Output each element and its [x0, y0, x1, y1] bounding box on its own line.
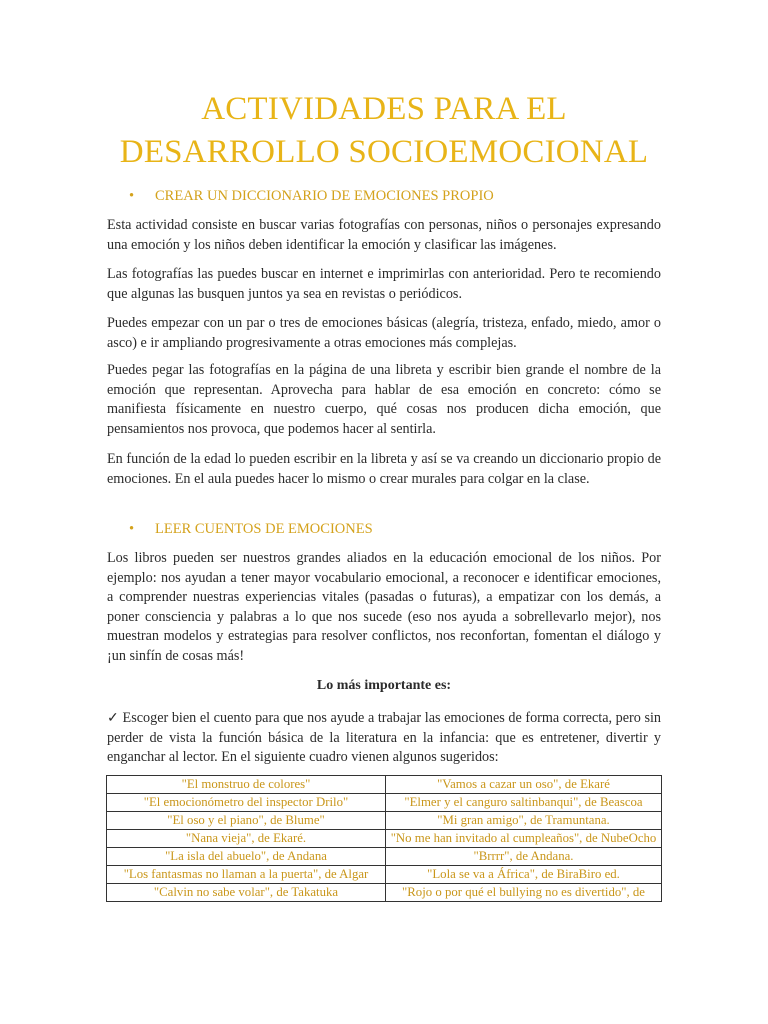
table-row: [107, 884, 662, 902]
section-heading: LEER CUENTOS DE EMOCIONES: [155, 521, 373, 537]
paragraph: Las fotografías las puedes buscar en internet e imprimirlas con anterioridad. Pero te recomiendo que algunas las busquen juntos ya sea en revistas o periódicos.: [107, 266, 661, 302]
paragraph: Puedes empezar con un par o tres de emociones básicas (alegría, tristeza, enfado, miedo, amor o asco) e ir ampliando progresivamente a otras emociones más complejas.: [107, 315, 661, 351]
table-row: [107, 848, 662, 866]
checkmark-paragraph: ✓ Escoger bien el cuento para que nos ayude a trabajar las emociones de forma correcta, pero sin perder de vista la función básica de la literatura en la infancia: que es entretener, divertir y enganchar al lector. En el siguiente cuadro vienen algunos sugeridos:: [107, 710, 661, 765]
page-title: [0, 88, 768, 174]
table-cell: "La isla del abuelo", de Andana: [107, 848, 386, 866]
paragraph: Los libros pueden ser nuestros grandes aliados en la educación emocional de los niños. Por ejemplo: nos ayudan a tener mayor vocabulario emocional, a reconocer e identificar emociones, a comprender nuestras experiencias vitales (pasadas o futuras), a empatizar con los demás, a poner consciencia y palabras a lo que nos sucede (eso nos ayuda a sobrellevarlo mejor), nos muestran modelos y estrategias para resolver conflictos, nos reconfortan, fomentan el diálogo y ¡un sinfín de cosas más!: [107, 550, 661, 664]
paragraph: En función de la edad lo pueden escribir en la libreta y así se va creando un diccionario propio de emociones. En el aula puedes hacer lo mismo o crear murales para colgar en la clase.: [107, 451, 661, 487]
table-cell: "El emocionómetro del inspector Drilo": [107, 794, 386, 812]
important-heading: Lo más importante es:: [316, 678, 452, 693]
title-line-1: ACTIVIDADES PARA EL: [201, 91, 567, 127]
table-cell: "Nana vieja", de Ekaré.: [107, 830, 386, 848]
table-cell: "Lola se va a África", de BiraBiro ed.: [386, 866, 662, 884]
table-cell: "El oso y el piano", de Blume": [107, 812, 386, 830]
table-row: [107, 776, 662, 794]
paragraph: Puedes pegar las fotografías en la página de una libreta y escribir bien grande el nombre de la emoción que representan. Aprovecha para hablar de esa emoción en concreto: cómo se manifiesta físicamente en nuestro cuerpo, qué cosas nos producen dicha emoción, que pensamientos nos provoca, que podemos hacer al sentirla.: [107, 362, 661, 437]
paragraph: Esta actividad consiste en buscar varias fotografías con personas, niños o personajes expresando una emoción y los niños deben identificar la emoción y clasificar las imágenes.: [107, 217, 661, 253]
table-cell: "Mi gran amigo", de Tramuntana.: [386, 812, 662, 830]
table-row: [107, 794, 662, 812]
table-cell: "El monstruo de colores": [107, 776, 386, 794]
bullet-dot-icon: •: [129, 521, 135, 537]
bullet-dot-icon: •: [129, 188, 135, 204]
table-cell: "Calvin no sabe volar", de Takatuka: [107, 884, 386, 902]
title-line-2: DESARROLLO SOCIOEMOCIONAL: [119, 134, 649, 170]
table-cell: "Elmer y el canguro saltinbanqui", de Beascoa: [386, 794, 662, 812]
table-cell: "Brrrr", de Andana.: [386, 848, 662, 866]
book-suggestions-table: [106, 775, 662, 902]
table-cell: "Vamos a cazar un oso", de Ekaré: [386, 776, 662, 794]
section-heading: CREAR UN DICCIONARIO DE EMOCIONES PROPIO: [155, 188, 494, 204]
table-cell: "Rojo o por qué el bullying no es divertido", de: [386, 884, 662, 902]
table-row: [107, 866, 662, 884]
table-row: [107, 812, 662, 830]
table-cell: "No me han invitado al cumpleaños", de NubeOcho: [386, 830, 662, 848]
table-row: [107, 830, 662, 848]
table-cell: "Los fantasmas no llaman a la puerta", de Algar: [107, 866, 386, 884]
